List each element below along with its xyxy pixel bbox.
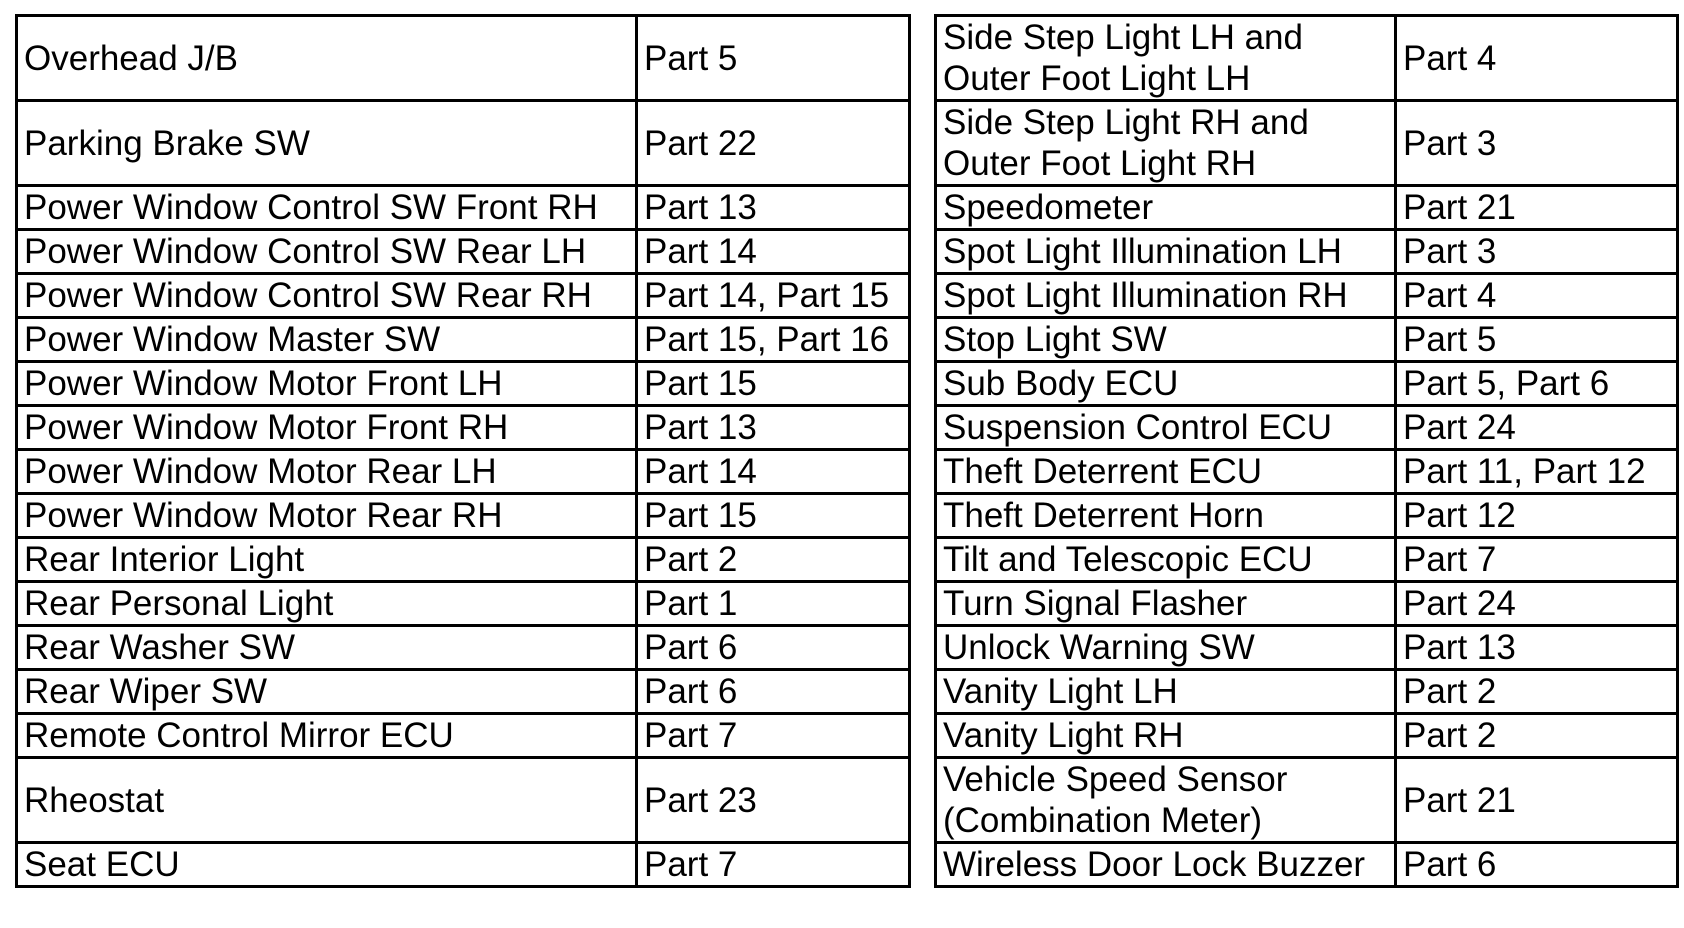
part-reference-cell xyxy=(637,406,910,450)
part-reference: Part 2 xyxy=(1403,672,1497,711)
component-name-cell xyxy=(17,843,637,887)
component-name-cell xyxy=(17,16,637,101)
component-name-cell xyxy=(17,101,637,186)
component-name-cell xyxy=(17,758,637,843)
table-row xyxy=(936,450,1678,494)
part-reference: Part 12 xyxy=(1403,496,1516,535)
component-name-cell xyxy=(17,362,637,406)
part-reference: Part 14 xyxy=(644,232,757,271)
component-name-line2: Outer Foot Light LH xyxy=(943,59,1251,98)
component-name-cell xyxy=(17,274,637,318)
table-row xyxy=(17,186,910,230)
component-name-line2: Outer Foot Light RH xyxy=(943,144,1257,183)
component-name: Vehicle Speed Sensor xyxy=(943,760,1288,799)
component-name-cell xyxy=(936,450,1396,494)
component-name-cell xyxy=(936,16,1396,101)
component-name-cell xyxy=(936,714,1396,758)
component-name-cell xyxy=(936,274,1396,318)
part-reference-cell xyxy=(637,16,910,101)
component-name: Seat ECU xyxy=(24,845,180,884)
component-name: Rheostat xyxy=(24,780,165,820)
part-reference: Part 5 xyxy=(644,38,738,78)
part-reference: Part 2 xyxy=(644,540,738,579)
part-reference-cell xyxy=(1396,538,1678,582)
part-reference-cell xyxy=(1396,758,1678,843)
table-row xyxy=(17,101,910,186)
component-name-cell xyxy=(936,670,1396,714)
part-reference: Part 6 xyxy=(644,628,738,667)
part-reference-cell xyxy=(1396,16,1678,101)
component-name: Rear Personal Light xyxy=(24,584,334,623)
part-reference: Part 4 xyxy=(1403,276,1497,315)
table-row xyxy=(936,230,1678,274)
table-row xyxy=(936,538,1678,582)
component-name-cell xyxy=(17,626,637,670)
component-name-cell xyxy=(17,494,637,538)
component-name: Turn Signal Flasher xyxy=(943,584,1248,623)
table-row xyxy=(17,538,910,582)
table-row xyxy=(936,186,1678,230)
part-reference: Part 4 xyxy=(1403,38,1497,78)
part-reference-cell xyxy=(637,758,910,843)
table-row xyxy=(936,843,1678,887)
table-row xyxy=(17,843,910,887)
part-reference-cell xyxy=(637,318,910,362)
part-reference-cell xyxy=(637,362,910,406)
component-name-cell xyxy=(17,186,637,230)
part-reference: Part 11, Part 12 xyxy=(1403,452,1646,491)
part-reference-cell xyxy=(1396,318,1678,362)
component-name-cell xyxy=(936,582,1396,626)
part-reference: Part 7 xyxy=(644,845,738,884)
part-reference: Part 24 xyxy=(1403,408,1516,447)
part-reference-cell xyxy=(637,450,910,494)
table-row xyxy=(936,406,1678,450)
table-row xyxy=(17,758,910,843)
component-name: Power Window Control SW Rear LH xyxy=(24,232,587,271)
part-reference-cell xyxy=(637,670,910,714)
part-reference: Part 5, Part 6 xyxy=(1403,364,1610,403)
component-name: Suspension Control ECU xyxy=(943,408,1333,447)
table-row xyxy=(936,362,1678,406)
part-reference-cell xyxy=(1396,494,1678,538)
component-name-cell xyxy=(17,450,637,494)
part-reference-cell xyxy=(1396,406,1678,450)
table-row xyxy=(17,626,910,670)
part-reference: Part 21 xyxy=(1403,188,1516,227)
component-name-cell xyxy=(17,714,637,758)
part-reference: Part 6 xyxy=(644,672,738,711)
table-row xyxy=(17,450,910,494)
component-name-cell xyxy=(936,362,1396,406)
component-name: Vanity Light LH xyxy=(943,672,1178,711)
part-reference-cell xyxy=(637,494,910,538)
part-reference-cell xyxy=(1396,186,1678,230)
part-reference-cell xyxy=(1396,670,1678,714)
part-reference: Part 13 xyxy=(1403,628,1516,667)
component-name: Power Window Control SW Front RH xyxy=(24,188,598,227)
table-row xyxy=(17,274,910,318)
part-reference: Part 14, Part 15 xyxy=(644,276,890,315)
part-reference: Part 3 xyxy=(1403,123,1497,163)
table-row xyxy=(17,16,910,101)
table-row xyxy=(936,274,1678,318)
part-reference-cell xyxy=(637,843,910,887)
part-reference-cell xyxy=(1396,230,1678,274)
part-reference: Part 24 xyxy=(1403,584,1516,623)
component-name: Remote Control Mirror ECU xyxy=(24,716,454,755)
part-reference: Part 22 xyxy=(644,123,757,163)
part-reference-cell xyxy=(1396,582,1678,626)
component-name-cell xyxy=(936,230,1396,274)
component-name: Spot Light Illumination LH xyxy=(943,232,1342,271)
part-reference: Part 15, Part 16 xyxy=(644,320,890,359)
table-row xyxy=(17,494,910,538)
component-name: Power Window Master SW xyxy=(24,320,441,359)
part-reference-cell xyxy=(637,101,910,186)
component-name: Rear Interior Light xyxy=(24,540,305,579)
component-name-cell xyxy=(17,582,637,626)
part-reference-cell xyxy=(637,274,910,318)
table-row xyxy=(17,714,910,758)
component-name: Side Step Light LH and xyxy=(943,18,1303,57)
table-row xyxy=(17,582,910,626)
component-name-line2: (Combination Meter) xyxy=(943,801,1262,840)
part-reference-cell xyxy=(637,582,910,626)
component-name: Rear Wiper SW xyxy=(24,672,268,711)
table-row xyxy=(17,362,910,406)
component-name-cell xyxy=(936,318,1396,362)
part-reference-cell xyxy=(637,538,910,582)
table-row xyxy=(936,626,1678,670)
part-reference-cell xyxy=(637,230,910,274)
table-row xyxy=(17,406,910,450)
component-name: Speedometer xyxy=(943,188,1154,227)
component-name: Rear Washer SW xyxy=(24,628,295,667)
component-name: Spot Light Illumination RH xyxy=(943,276,1348,315)
table-row xyxy=(936,758,1678,843)
table-row xyxy=(936,16,1678,101)
part-reference: Part 3 xyxy=(1403,232,1497,271)
component-name-cell xyxy=(17,318,637,362)
component-name-cell xyxy=(17,406,637,450)
component-name: Power Window Motor Rear LH xyxy=(24,452,497,491)
component-name: Side Step Light RH and xyxy=(943,103,1309,142)
part-reference: Part 1 xyxy=(644,584,738,623)
component-name: Stop Light SW xyxy=(943,320,1167,359)
table-row xyxy=(936,714,1678,758)
part-reference: Part 14 xyxy=(644,452,757,491)
part-reference-cell xyxy=(1396,101,1678,186)
part-reference: Part 5 xyxy=(1403,320,1497,359)
table-row xyxy=(17,318,910,362)
part-reference: Part 15 xyxy=(644,364,757,403)
part-reference: Part 2 xyxy=(1403,716,1497,755)
table-row xyxy=(17,230,910,274)
part-reference-cell xyxy=(637,626,910,670)
component-name-cell xyxy=(936,494,1396,538)
component-name: Power Window Motor Front LH xyxy=(24,364,503,403)
component-name-cell xyxy=(936,538,1396,582)
component-name-cell xyxy=(936,101,1396,186)
part-reference: Part 6 xyxy=(1403,845,1497,884)
table-row xyxy=(936,101,1678,186)
part-reference: Part 13 xyxy=(644,408,757,447)
part-reference-cell xyxy=(1396,843,1678,887)
part-reference-cell xyxy=(637,714,910,758)
part-reference-cell xyxy=(637,186,910,230)
right-index-table xyxy=(934,14,1679,888)
component-name: Overhead J/B xyxy=(24,38,238,78)
table-row xyxy=(936,318,1678,362)
component-name: Theft Deterrent ECU xyxy=(943,452,1262,491)
part-reference-cell xyxy=(1396,626,1678,670)
component-name-cell xyxy=(936,186,1396,230)
part-reference: Part 15 xyxy=(644,496,757,535)
component-name: Unlock Warning SW xyxy=(943,628,1255,667)
component-name-cell xyxy=(936,758,1396,843)
component-name: Parking Brake SW xyxy=(24,123,310,163)
component-name-cell xyxy=(936,406,1396,450)
component-name-cell xyxy=(17,230,637,274)
part-reference: Part 13 xyxy=(644,188,757,227)
component-name: Power Window Motor Rear RH xyxy=(24,496,503,535)
part-reference: Part 7 xyxy=(644,716,738,755)
component-name-cell xyxy=(17,538,637,582)
component-name: Theft Deterrent Horn xyxy=(943,496,1264,535)
table-row xyxy=(936,494,1678,538)
component-name-cell xyxy=(936,843,1396,887)
component-name: Power Window Control SW Rear RH xyxy=(24,276,592,315)
part-reference-cell xyxy=(1396,450,1678,494)
component-name: Sub Body ECU xyxy=(943,364,1179,403)
component-name: Tilt and Telescopic ECU xyxy=(943,540,1313,579)
component-name: Wireless Door Lock Buzzer xyxy=(943,845,1366,884)
table-row xyxy=(936,670,1678,714)
table-row xyxy=(17,670,910,714)
component-name-cell xyxy=(936,626,1396,670)
component-name: Power Window Motor Front RH xyxy=(24,408,509,447)
part-reference: Part 21 xyxy=(1403,780,1516,820)
left-index-table xyxy=(15,14,911,888)
part-reference-cell xyxy=(1396,274,1678,318)
component-name-cell xyxy=(17,670,637,714)
part-reference: Part 7 xyxy=(1403,540,1497,579)
part-reference-cell xyxy=(1396,714,1678,758)
part-reference-cell xyxy=(1396,362,1678,406)
table-row xyxy=(936,582,1678,626)
component-name: Vanity Light RH xyxy=(943,716,1184,755)
part-reference: Part 23 xyxy=(644,780,757,820)
